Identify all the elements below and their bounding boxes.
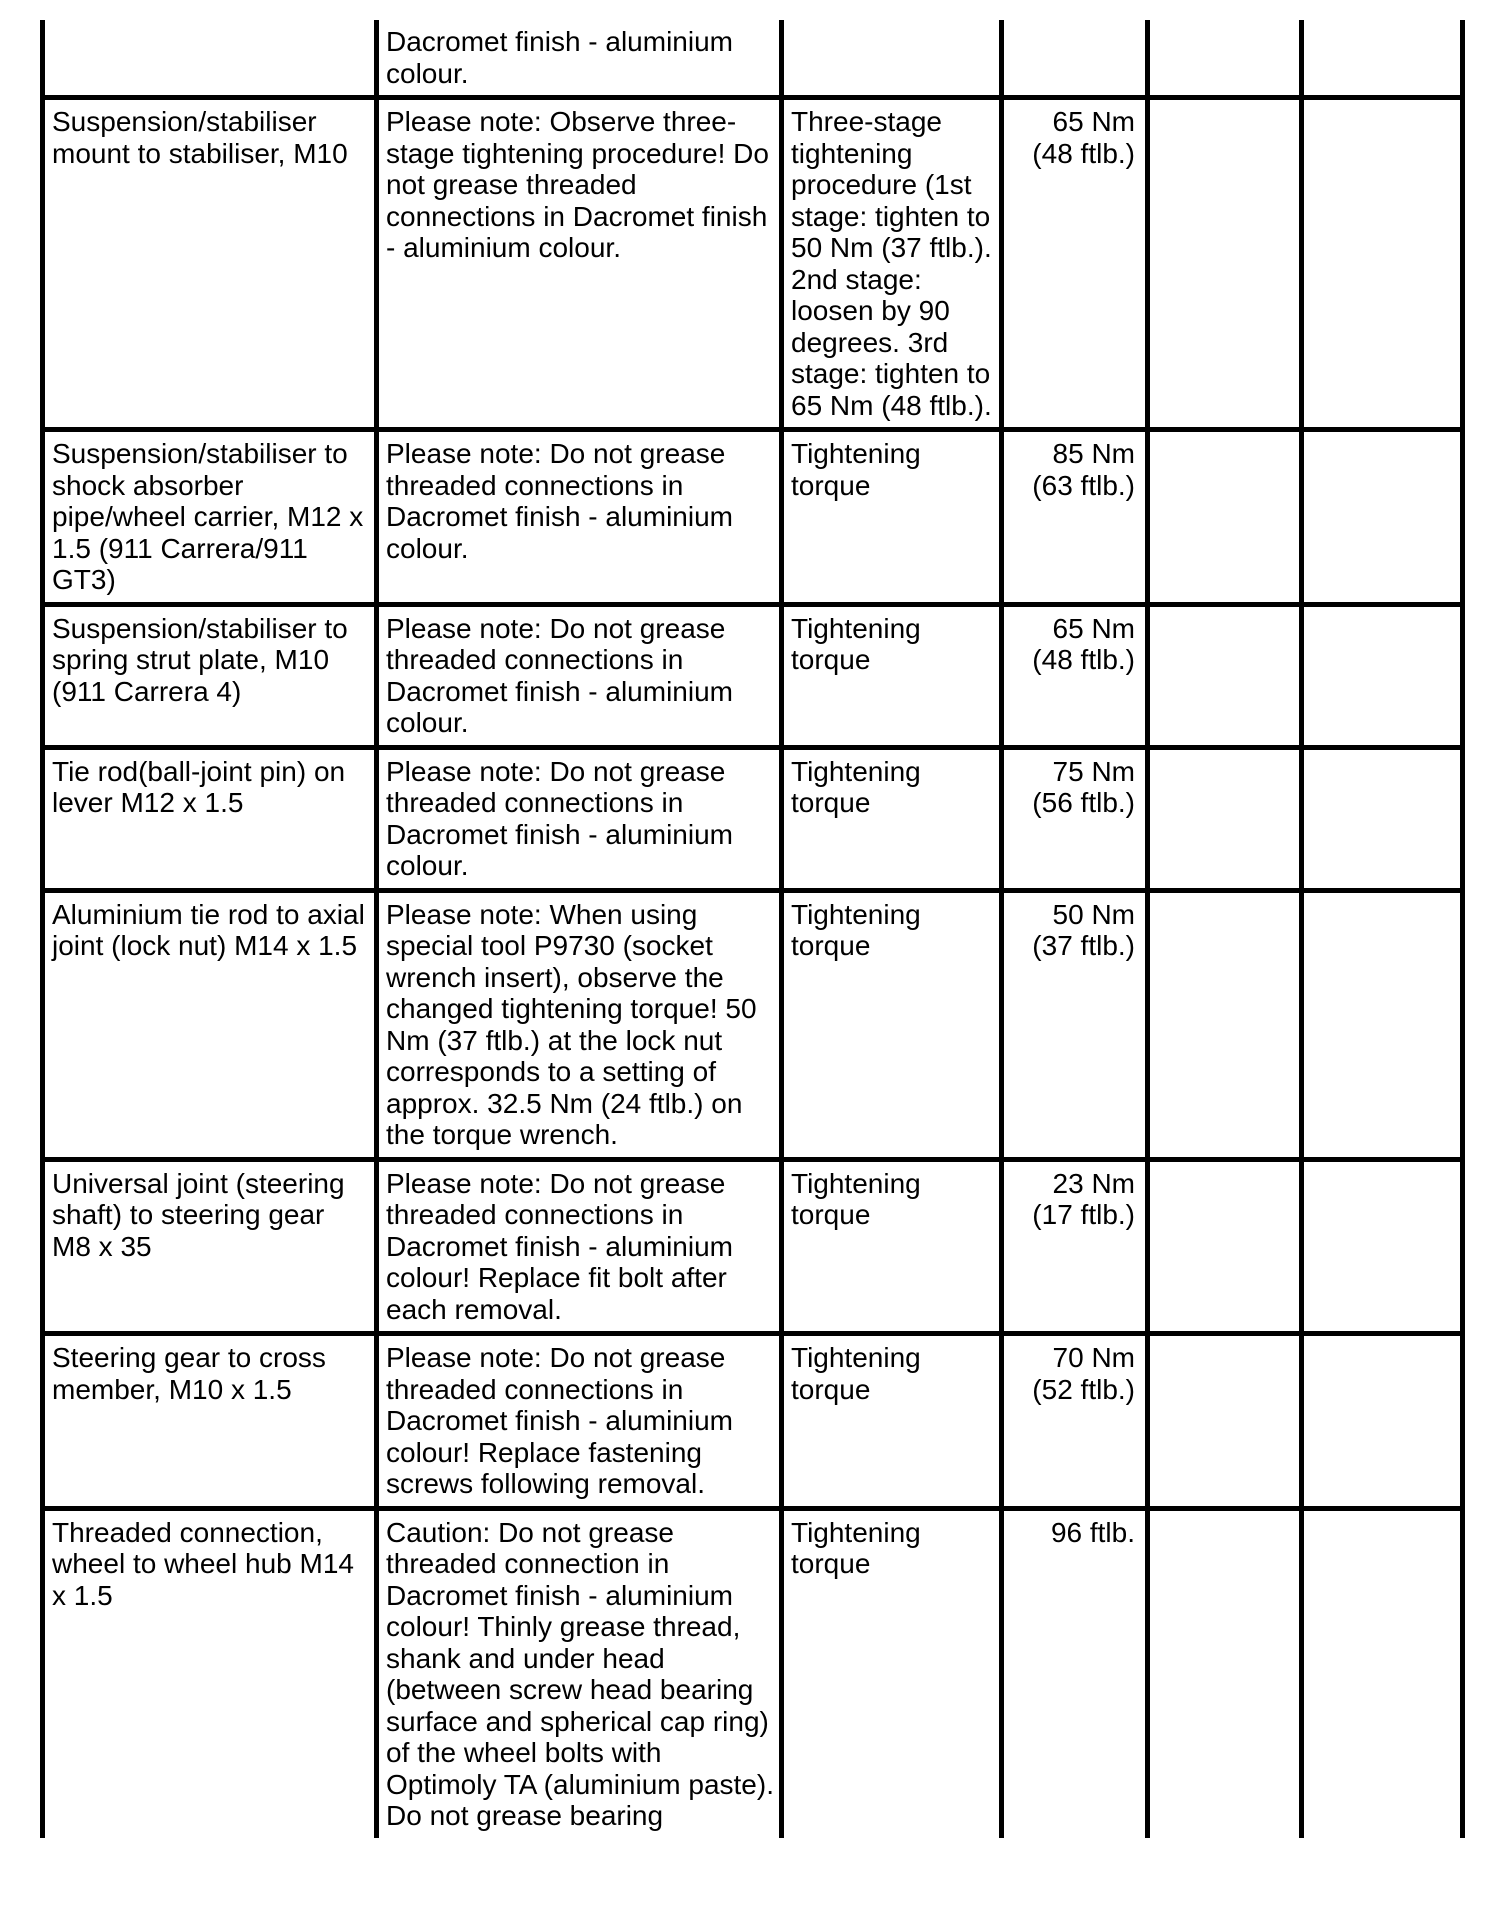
component-cell: Steering gear to cross member, M10 x 1.5 (43, 1334, 377, 1509)
note-cell: Please note: Observe three-stage tightening procedure! Do not grease threaded connections in Dacromet finish - aluminium colour. (377, 98, 782, 430)
method-cell: Tightening torque (782, 890, 1002, 1159)
component-cell: Tie rod(ball-joint pin) on lever M12 x 1.5 (43, 747, 377, 890)
empty-cell (1302, 1159, 1463, 1334)
table-row (43, 604, 1463, 747)
component-cell: Universal joint (steering shaft) to steering gear M8 x 35 (43, 1159, 377, 1334)
empty-cell (1148, 430, 1302, 605)
component-cell (43, 20, 377, 98)
empty-cell (1302, 604, 1463, 747)
method-cell: Tightening torque (782, 1508, 1002, 1838)
component-cell: Threaded connection, wheel to wheel hub M14 x 1.5 (43, 1508, 377, 1838)
method-cell: Tightening torque (782, 604, 1002, 747)
table-row (43, 1334, 1463, 1509)
torque-cell (1002, 20, 1148, 98)
torque-cell: 75 Nm (56 ftlb.) (1002, 747, 1148, 890)
empty-cell (1148, 1334, 1302, 1509)
note-cell: Caution: Do not grease threaded connection in Dacromet finish - aluminium colour! Thinly grease thread, shank and under head (between screw head bearing surface and spherical cap ring) of the wheel bolts with Optimoly TA (aluminium paste). Do not grease bearing (377, 1508, 782, 1838)
empty-cell (1148, 1159, 1302, 1334)
torque-spec-table (40, 20, 1465, 1838)
note-cell: Please note: Do not grease threaded connections in Dacromet finish - aluminium colour! Replace fastening screws following removal. (377, 1334, 782, 1509)
table-row (43, 430, 1463, 605)
empty-cell (1302, 98, 1463, 430)
table-row (43, 890, 1463, 1159)
torque-cell: 85 Nm (63 ftlb.) (1002, 430, 1148, 605)
method-cell: Three-stage tightening procedure (1st stage: tighten to 50 Nm (37 ftlb.). 2nd stage: loosen by 90 degrees. 3rd stage: tighten to 65 Nm (48 ftlb.). (782, 98, 1002, 430)
note-cell: Please note: Do not grease threaded connections in Dacromet finish - aluminium colour. (377, 430, 782, 605)
component-cell: Suspension/stabiliser mount to stabiliser, M10 (43, 98, 377, 430)
torque-cell: 65 Nm (48 ftlb.) (1002, 604, 1148, 747)
empty-cell (1302, 1334, 1463, 1509)
component-cell: Suspension/stabiliser to shock absorber pipe/wheel carrier, M12 x 1.5 (911 Carrera/911 GT3) (43, 430, 377, 605)
torque-cell: 96 ftlb. (1002, 1508, 1148, 1838)
empty-cell (1148, 747, 1302, 890)
note-cell: Please note: Do not grease threaded connections in Dacromet finish - aluminium colour! Replace fit bolt after each removal. (377, 1159, 782, 1334)
empty-cell (1148, 20, 1302, 98)
method-cell: Tightening torque (782, 430, 1002, 605)
component-cell: Aluminium tie rod to axial joint (lock nut) M14 x 1.5 (43, 890, 377, 1159)
empty-cell (1148, 1508, 1302, 1838)
table-row (43, 20, 1463, 98)
torque-cell: 50 Nm (37 ftlb.) (1002, 890, 1148, 1159)
torque-cell: 23 Nm (17 ftlb.) (1002, 1159, 1148, 1334)
component-cell: Suspension/stabiliser to spring strut plate, M10 (911 Carrera 4) (43, 604, 377, 747)
empty-cell (1302, 890, 1463, 1159)
method-cell: Tightening torque (782, 1334, 1002, 1509)
method-cell (782, 20, 1002, 98)
note-cell: Please note: Do not grease threaded connections in Dacromet finish - aluminium colour. (377, 747, 782, 890)
torque-cell: 65 Nm (48 ftlb.) (1002, 98, 1148, 430)
method-cell: Tightening torque (782, 1159, 1002, 1334)
table-row (43, 98, 1463, 430)
empty-cell (1302, 430, 1463, 605)
empty-cell (1302, 20, 1463, 98)
note-cell: Please note: When using special tool P9730 (socket wrench insert), observe the changed tightening torque! 50 Nm (37 ftlb.) at the lock nut corresponds to a setting of approx. 32.5 Nm (24 ftlb.) on the torque wrench. (377, 890, 782, 1159)
empty-cell (1148, 604, 1302, 747)
table-row (43, 1159, 1463, 1334)
note-cell: Please note: Do not grease threaded connections in Dacromet finish - aluminium colour. (377, 604, 782, 747)
torque-cell: 70 Nm (52 ftlb.) (1002, 1334, 1148, 1509)
table-row (43, 1508, 1463, 1838)
table-body (43, 20, 1463, 1838)
empty-cell (1148, 98, 1302, 430)
method-cell: Tightening torque (782, 747, 1002, 890)
empty-cell (1302, 747, 1463, 890)
note-cell: Dacromet finish - aluminium colour. (377, 20, 782, 98)
empty-cell (1148, 890, 1302, 1159)
table-row (43, 747, 1463, 890)
empty-cell (1302, 1508, 1463, 1838)
